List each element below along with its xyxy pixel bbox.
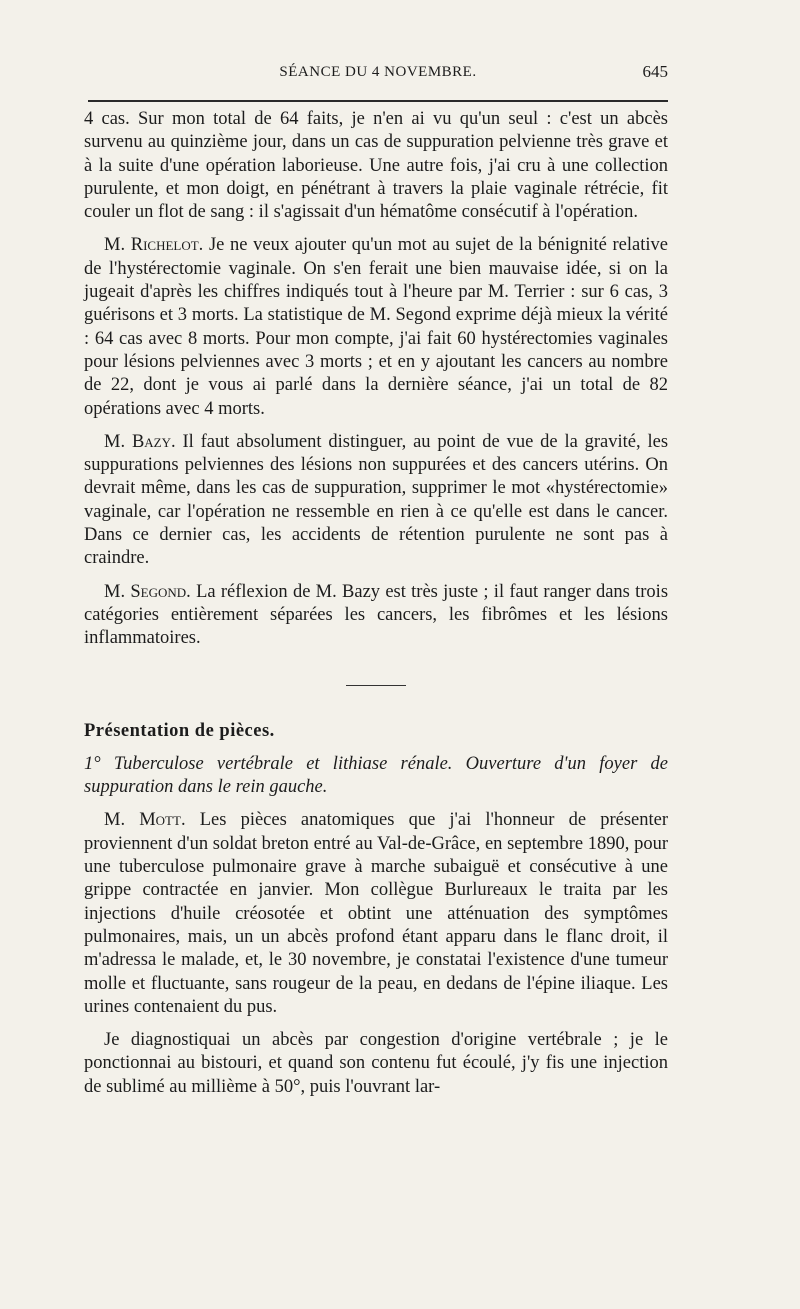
paragraph-segond — [84, 581, 668, 651]
running-title: SÉANCE DU 4 NOVEMBRE. — [279, 64, 477, 80]
item-title: 1° Tuberculose vertébrale et lithiase rénale. Ouverture d'un foyer de suppuration dans le rein gauche. — [84, 753, 668, 798]
speaker-prefix: M. — [104, 581, 126, 602]
paragraph-body: Il faut absolument distinguer, au point de vue de la gravité, les suppurations pelviennes des lésions non suppurées et des cancers utérins. On devrait même, dans les cas de suppuration, supprimer le mot «hystérectomie» vaginale, car l'opération ne ressemble en rien à ce qu'elle est dans le cancer. Dans ce dernier cas, les accidents de rétention purulente ne sont pas à craindre. — [84, 431, 669, 569]
paragraph-body: La réflexion de M. Bazy est très juste ; il faut ranger dans trois catégories entièrement séparées les cancers, les fibrômes et les lésions inflammatoires. — [84, 581, 669, 649]
speaker-name: Richelot. — [130, 235, 204, 256]
paragraph-diagnosis: Je diagnostiquai un abcès par congestion d'origine vertébrale ; je le ponctionnai au bistouri, et quand son contenu fut écoulé, j'y fis une injection de sublimé au millième à 50°, puis l'ouvrant lar- — [84, 1030, 668, 1097]
paragraph-richelot — [84, 234, 668, 420]
running-header — [88, 62, 668, 86]
section-title: Présentation de pièces. — [84, 720, 275, 741]
section-separator — [346, 685, 406, 686]
speaker-prefix: M. — [104, 431, 126, 452]
speaker-name: Bazy. — [131, 431, 176, 452]
paragraph-body: Je ne veux ajouter qu'un mot au sujet de la bénignité relative de l'hystérectomie vaginale. On s'en ferait une bien mauvaise idée, si on la jugeait d'après les chiffres indiqués tout à l'heure par M. Terrier : sur 6 cas, 3 guérisons et 3 morts. La statistique de M. Segond exprime déjà mieux la vérité : 64 cas avec 8 morts. Pour mon compte, j'ai fait 60 hystérectomies vaginales pour lésions pelviennes avec 3 morts ; et en y ajoutant les cancers au nombre de 22, dont je vous ai parlé dans la dernière séance, j'ai un total de 82 opérations avec 4 morts. — [84, 235, 668, 419]
paragraph-1: 4 cas. Sur mon total de 64 faits, je n'en ai vu qu'un seul : c'est un abcès survenu au quinzième jour, dans un cas de suppuration pelvienne très grave et à la suite d'une opération laborieuse. Une autre fois, j'ai cru à une collection purulente, et mon doigt, en pénétrant à travers la plaie vaginale rétrécie, fit couler un flot de sang : il s'agissait d'un hématôme consécutif à l'opération. — [84, 109, 668, 223]
speaker-name: Mott. — [139, 810, 186, 831]
page-number: 645 — [642, 62, 668, 81]
paragraph-body: Les pièces anatomiques que j'ai l'honneur de présenter proviennent d'un soldat breton entré au Val-de-Grâce, en septembre 1890, pour une tuberculose pulmonaire grave à marche subaiguë et consécutive à une grippe contractée en janvier. Mon collègue Burlureaux le traita par les injections d'huile créosotée et obtint une atténuation des symptômes pulmonaires, mais, un un abcès profond étant apparu dans le flanc droit, il m'adressa le malade, et, le 30 novembre, je constatai l'existence d'une tumeur molle et fluctuante, sans rougeur de la peau, en dedans de l'épine iliaque. Les urines contenaient du pus. — [84, 810, 669, 1017]
speaker-prefix: M. — [104, 810, 126, 831]
body-text — [84, 108, 668, 1109]
paragraph-bazy — [84, 431, 668, 571]
speaker-name: Segond. — [130, 581, 191, 602]
speaker-prefix: M. — [104, 235, 126, 256]
header-rule — [88, 100, 668, 102]
paragraph-mott — [84, 809, 668, 1019]
